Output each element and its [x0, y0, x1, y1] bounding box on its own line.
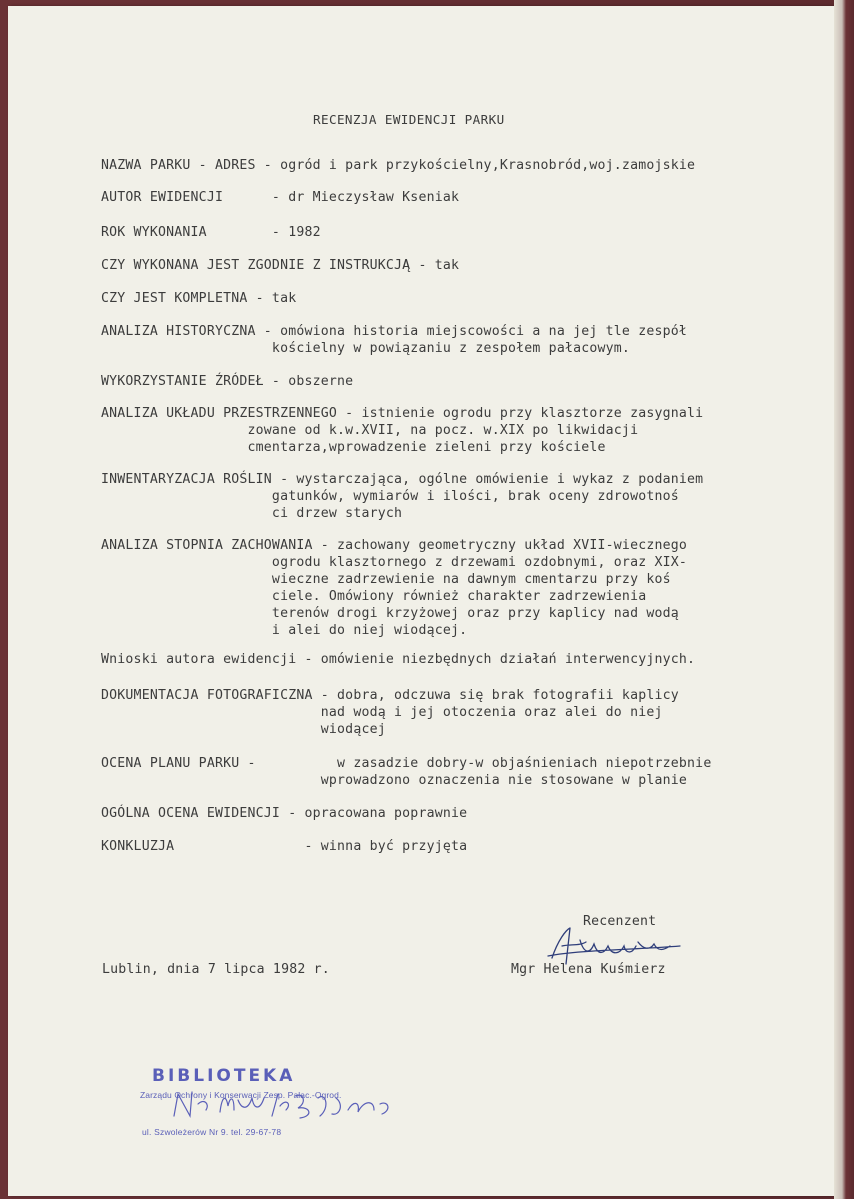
field-preservation-cont: ogrodu klasztornego z drzewami ozdobnymi, oraz XIX- [101, 555, 688, 570]
field-plants-cont: gatunków, wymiarów i ilości, brak oceny zdrowotnoś [101, 489, 679, 504]
field-photos: DOKUMENTACJA FOTOGRAFICZNA - dobra, odczuwa się brak fotografii kaplicy [101, 688, 679, 703]
field-overall: OGÓLNA OCENA EWIDENCJI - opracowana poprawnie [101, 806, 468, 821]
field-spatial-cont: cmentarza,wprowadzenie zieleni przy kościele [101, 440, 606, 455]
field-year: ROK WYKONANIA - 1982 [101, 225, 321, 240]
document-title: RECENZJA EWIDENCJI PARKU [313, 112, 505, 127]
field-instruction: CZY WYKONANA JEST ZGODNIE Z INSTRUKCJĄ - tak [101, 258, 460, 273]
field-spatial: ANALIZA UKŁADU PRZESTRZENNEGO - istnienie ogrodu przy klasztorze zasygnali [101, 406, 704, 421]
reviewer-label: Recenzent [583, 914, 657, 929]
field-photos-cont: nad wodą i jej otoczenia oraz alei do niej [101, 705, 663, 720]
field-spatial-cont: zowane od k.w.XVII, na pocz. w.XIX po likwidacji [101, 423, 639, 438]
field-plan: OCENA PLANU PARKU - w zasadzie dobry-w objaśnieniach niepotrzebnie [101, 756, 712, 771]
field-preservation-cont: terenów drogi krzyżowej oraz przy kaplicy nad wodą [101, 606, 679, 621]
stamp-title: BIBLIOTEKA [152, 1066, 296, 1086]
field-preservation-cont: ciele. Omówiony również charakter zadrzewienia [101, 589, 647, 604]
stamp-address: ul. Szwoleżerów Nr 9. tel. 29-67-78 [142, 1127, 282, 1137]
field-history: ANALIZA HISTORYCZNA - omówiona historia miejscowości a na jej tle zespół [101, 324, 688, 339]
place-date: Lublin, dnia 7 lipca 1982 r. [102, 962, 330, 977]
handwritten-signature [540, 920, 690, 970]
reviewer-name: Mgr Helena Kuśmierz [511, 962, 666, 977]
handwritten-inventory-number [168, 1086, 408, 1126]
field-plants-cont: ci drzew starych [101, 506, 403, 521]
field-preservation-cont: i alei do niej wiodącej. [101, 623, 468, 638]
field-preservation-cont: wieczne zadrzewienie na dawnym cmentarzu przy koś [101, 572, 671, 587]
field-conclusions: Wnioski autora ewidencji - omówienie niezbędnych działań interwencyjnych. [101, 652, 696, 667]
field-photos-cont: wiodącej [101, 722, 386, 737]
field-park-name: NAZWA PARKU - ADRES - ogród i park przykościelny,Krasnobród,woj.zamojskie [101, 158, 696, 173]
field-preservation: ANALIZA STOPNIA ZACHOWANIA - zachowany geometryczny układ XVII-wiecznego [101, 538, 688, 553]
field-conclusion: KONKLUZJA - winna być przyjęta [101, 839, 468, 854]
field-complete: CZY JEST KOMPLETNA - tak [101, 291, 297, 306]
field-plants: INWENTARYZACJA ROŚLIN - wystarczająca, ogólne omówienie i wykaz z podaniem [101, 472, 704, 487]
field-plan-cont: wprowadzono oznaczenia nie stosowane w planie [101, 773, 688, 788]
stamp-subtitle: Zarządu Ochrony i Konserwacji Zesp. Pałac.-Ogrod. [140, 1090, 342, 1100]
field-history-cont: kościelny w powiązaniu z zespołem pałacowym. [101, 341, 631, 356]
field-sources: WYKORZYSTANIE ŹRÓDEŁ - obszerne [101, 374, 354, 389]
field-author: AUTOR EWIDENCJI - dr Mieczysław Kseniak [101, 190, 460, 205]
